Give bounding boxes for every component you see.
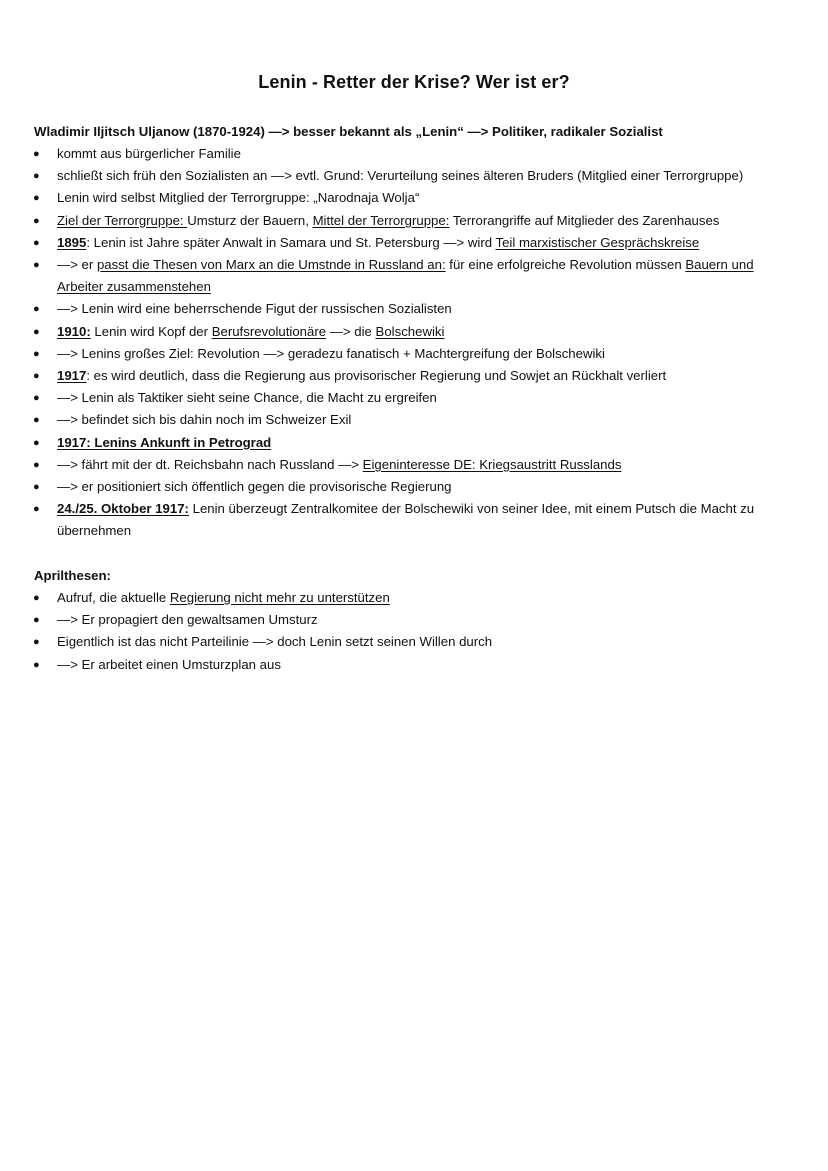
list-item	[0, 321, 787, 343]
list-item-text: Eigeninteresse DE: Kriegsaustritt Russlands	[362, 456, 622, 472]
list-item-text: 1917: Lenins Ankunft in Petrograd	[57, 434, 272, 450]
list-item-text: Teil marxistischer Gesprächskreise	[495, 234, 700, 250]
bullet-dot-icon: ●	[33, 592, 40, 604]
list-item-text: Mittel der Terrorgruppe:	[312, 212, 450, 228]
list-item	[0, 143, 787, 165]
list-item-text: —> Er propagiert den gewaltsamen Umsturz	[57, 612, 318, 628]
list-item-text: —> fährt mit der dt. Reichsbahn nach Russland —>	[57, 456, 363, 472]
list-item	[0, 387, 787, 409]
bullet-dot-icon: ●	[33, 370, 40, 383]
bullet-dot-icon: ●	[33, 303, 40, 316]
section-heading-aprilthesen: Aprilthesen:	[34, 568, 111, 583]
list-item-text: Regierung nicht mehr zu unterstützen	[169, 590, 390, 605]
list-item-text: Berufsrevolutionäre	[211, 323, 327, 339]
list-item	[0, 254, 787, 298]
list-item-text: Ziel der Terrorgruppe:	[57, 212, 188, 228]
bullet-dot-icon: ●	[33, 436, 40, 449]
list-item-text: —> er positioniert sich öffentlich gegen die provisorische Regierung	[57, 479, 452, 495]
list-item-text: schließt sich früh den Sozialisten an —> evtl. Grund: Verurteilung seines älteren Bruders (Mitglied einer Terrorgruppe)	[57, 168, 744, 184]
list-item-text: : es wird deutlich, dass die Regierung aus provisorischer Regierung und Sowjet an Rückhalt verliert	[86, 368, 667, 384]
list-item-text: —> befindet sich bis dahin noch im Schweizer Exil	[57, 412, 352, 428]
list-item-text: Bauern und Arbeiter zusammenstehen	[57, 257, 754, 295]
bullet-dot-icon: ●	[33, 236, 40, 249]
page-title: Lenin - Retter der Krise? Wer ist er?	[258, 72, 570, 92]
bullet-dot-icon: ●	[33, 658, 40, 671]
list-item	[0, 365, 787, 387]
list-item-text: —> Er arbeitet einen Umsturzplan aus	[57, 656, 281, 672]
bullet-dot-icon: ●	[33, 347, 40, 360]
list-item	[0, 343, 787, 365]
bullet-dot-icon: ●	[33, 614, 40, 627]
list-item-text: Lenin wird selbst Mitglied der Terrorgruppe: „Narodnaja Wolja“	[57, 190, 420, 206]
list-item	[0, 409, 787, 431]
list-item	[0, 609, 787, 631]
list-item-text: Aufruf, die aktuelle	[57, 590, 170, 605]
list-item	[0, 187, 787, 209]
list-item-text: —> Lenin als Taktiker sieht seine Chance, die Macht zu ergreifen	[57, 390, 437, 406]
list-item-text: Umsturz der Bauern,	[187, 212, 313, 228]
list-item-text: 1910:	[57, 323, 91, 339]
bullet-dot-icon: ●	[33, 170, 40, 183]
list-item-text: Eigentlich ist das nicht Parteilinie —> doch Lenin setzt seinen Willen durch	[57, 634, 493, 650]
bullet-dot-icon: ●	[33, 325, 40, 338]
section-heading-lenin: Wladimir Iljitsch Uljanow (1870-1924) —> besser bekannt als „Lenin“ —> Politiker, radikaler Sozialist	[34, 124, 663, 139]
list-item-text: —> Lenin wird eine beherrschende Figut der russischen Sozialisten	[57, 301, 452, 317]
list-item	[0, 476, 787, 498]
bullet-list-aprilthesen	[0, 587, 787, 676]
list-item	[0, 654, 787, 676]
list-item	[0, 232, 787, 254]
list-item	[0, 432, 787, 454]
list-item	[0, 587, 787, 609]
list-item-text: —> er	[57, 257, 97, 273]
bullet-dot-icon: ●	[33, 503, 40, 516]
list-item-text: kommt aus bürgerlicher Familie	[57, 146, 241, 161]
bullet-dot-icon: ●	[33, 214, 40, 227]
list-item-text: 1895	[57, 234, 87, 250]
list-item-text: 24./25. Oktober 1917:	[57, 501, 189, 517]
bullet-dot-icon: ●	[33, 192, 40, 205]
list-item	[0, 498, 787, 542]
list-item-text: —> Lenins großes Ziel: Revolution —> geradezu fanatisch + Machtergreifung der Bolschewiki	[57, 345, 605, 361]
bullet-dot-icon: ●	[33, 636, 40, 649]
bullet-dot-icon: ●	[33, 458, 40, 471]
list-item-text: Terrorangriffe auf Mitglieder des Zarenhauses	[449, 212, 720, 228]
list-item	[0, 210, 787, 232]
list-item	[0, 454, 787, 476]
bullet-dot-icon: ●	[33, 148, 40, 160]
list-item-text: für eine erfolgreiche Revolution müssen	[445, 257, 686, 273]
list-item-text: Lenin überzeugt Zentralkomitee der Bolschewiki von seiner Idee, mit einem Putsch die Macht zu übernehmen	[57, 501, 755, 539]
list-item-text: 1917	[57, 368, 87, 384]
list-item	[0, 165, 787, 187]
list-item-text: —> die	[326, 323, 376, 339]
list-item-text: passt die Thesen von Marx an die Umstnde in Russland an:	[96, 257, 446, 273]
bullet-dot-icon: ●	[33, 414, 40, 427]
list-item	[0, 298, 787, 320]
bullet-list-lenin	[0, 143, 787, 543]
list-item-text: Bolschewiki	[375, 323, 445, 339]
list-item-text: : Lenin ist Jahre später Anwalt in Samara und St. Petersburg —> wird	[86, 234, 496, 250]
bullet-dot-icon: ●	[33, 259, 40, 272]
bullet-dot-icon: ●	[33, 392, 40, 405]
list-item	[0, 631, 787, 653]
bullet-dot-icon: ●	[33, 481, 40, 494]
list-item-text: Lenin wird Kopf der	[90, 323, 212, 339]
